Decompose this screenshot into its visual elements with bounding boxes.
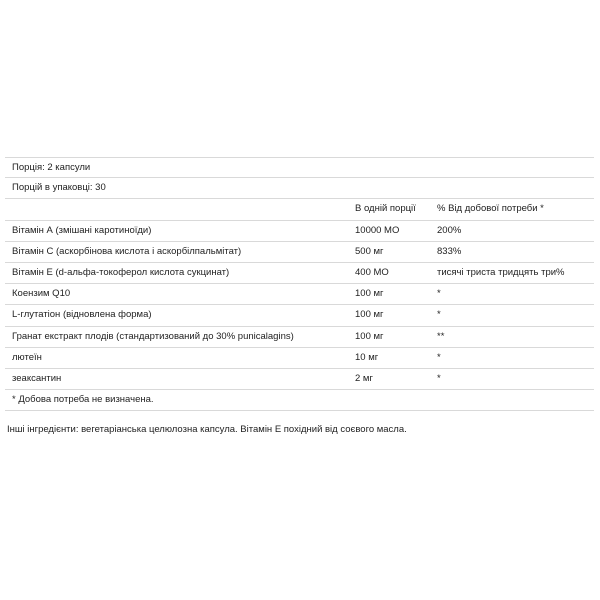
amount-header: В одній порції [355,203,416,215]
nutrient-dv: тисячі триста тридцять три% [437,266,565,278]
supplement-facts-table [5,157,594,411]
nutrient-amount: 400 МО [355,266,389,278]
servings-per-container-row [5,178,594,199]
table-header-row [5,199,594,220]
table-row [5,242,594,263]
nutrient-name: Вітамін А (змішані каротиноїди) [12,224,152,236]
nutrient-dv: * [437,351,441,363]
table-row [5,263,594,284]
table-row [5,221,594,242]
other-ingredients: Інші інгредієнти: вегетаріанська целюлозна капсула. Вітамін Е похідний від соєвого масла. [7,424,407,435]
serving-size-row [5,157,594,178]
nutrient-dv: ** [437,330,445,342]
nutrient-name: Вітамін С (аскорбінова кислота і аскорбілпальмітат) [12,245,242,257]
nutrient-amount: 2 мг [355,372,373,384]
dv-header: % Від добової потреби * [437,203,544,215]
nutrient-name: Коензим Q10 [12,288,71,300]
nutrient-dv: * [437,288,441,300]
nutrient-dv: 200% [437,224,462,236]
nutrient-amount: 10 мг [355,351,379,363]
table-row [5,327,594,348]
nutrient-amount: 500 мг [355,245,384,257]
footnote-row [5,390,594,411]
nutrient-name: зеаксантин [12,372,62,384]
nutrient-amount: 10000 МО [355,224,400,236]
serving-size: Порція: 2 капсули [12,162,91,173]
nutrient-name: лютеїн [12,351,42,363]
servings-per-container: Порцій в упаковці: 30 [12,182,106,194]
nutrient-amount: 100 мг [355,288,384,300]
nutrient-amount: 100 мг [355,309,384,321]
table-row [5,369,594,390]
nutrient-dv: * [437,372,441,384]
nutrient-name: Гранат екстракт плодів (стандартизований до 30% punicalagins) [12,330,294,342]
table-row [5,284,594,305]
nutrient-dv: * [437,309,441,321]
nutrient-dv: 833% [437,245,462,257]
footnote: * Добова потреба не визначена. [12,394,154,406]
table-row [5,348,594,369]
nutrient-name: L-глутатіон (відновлена форма) [12,309,152,321]
nutrient-name: Вітамін Е (d-альфа-токоферол кислота сукцинат) [12,266,230,278]
table-row [5,305,594,326]
nutrient-amount: 100 мг [355,330,384,342]
